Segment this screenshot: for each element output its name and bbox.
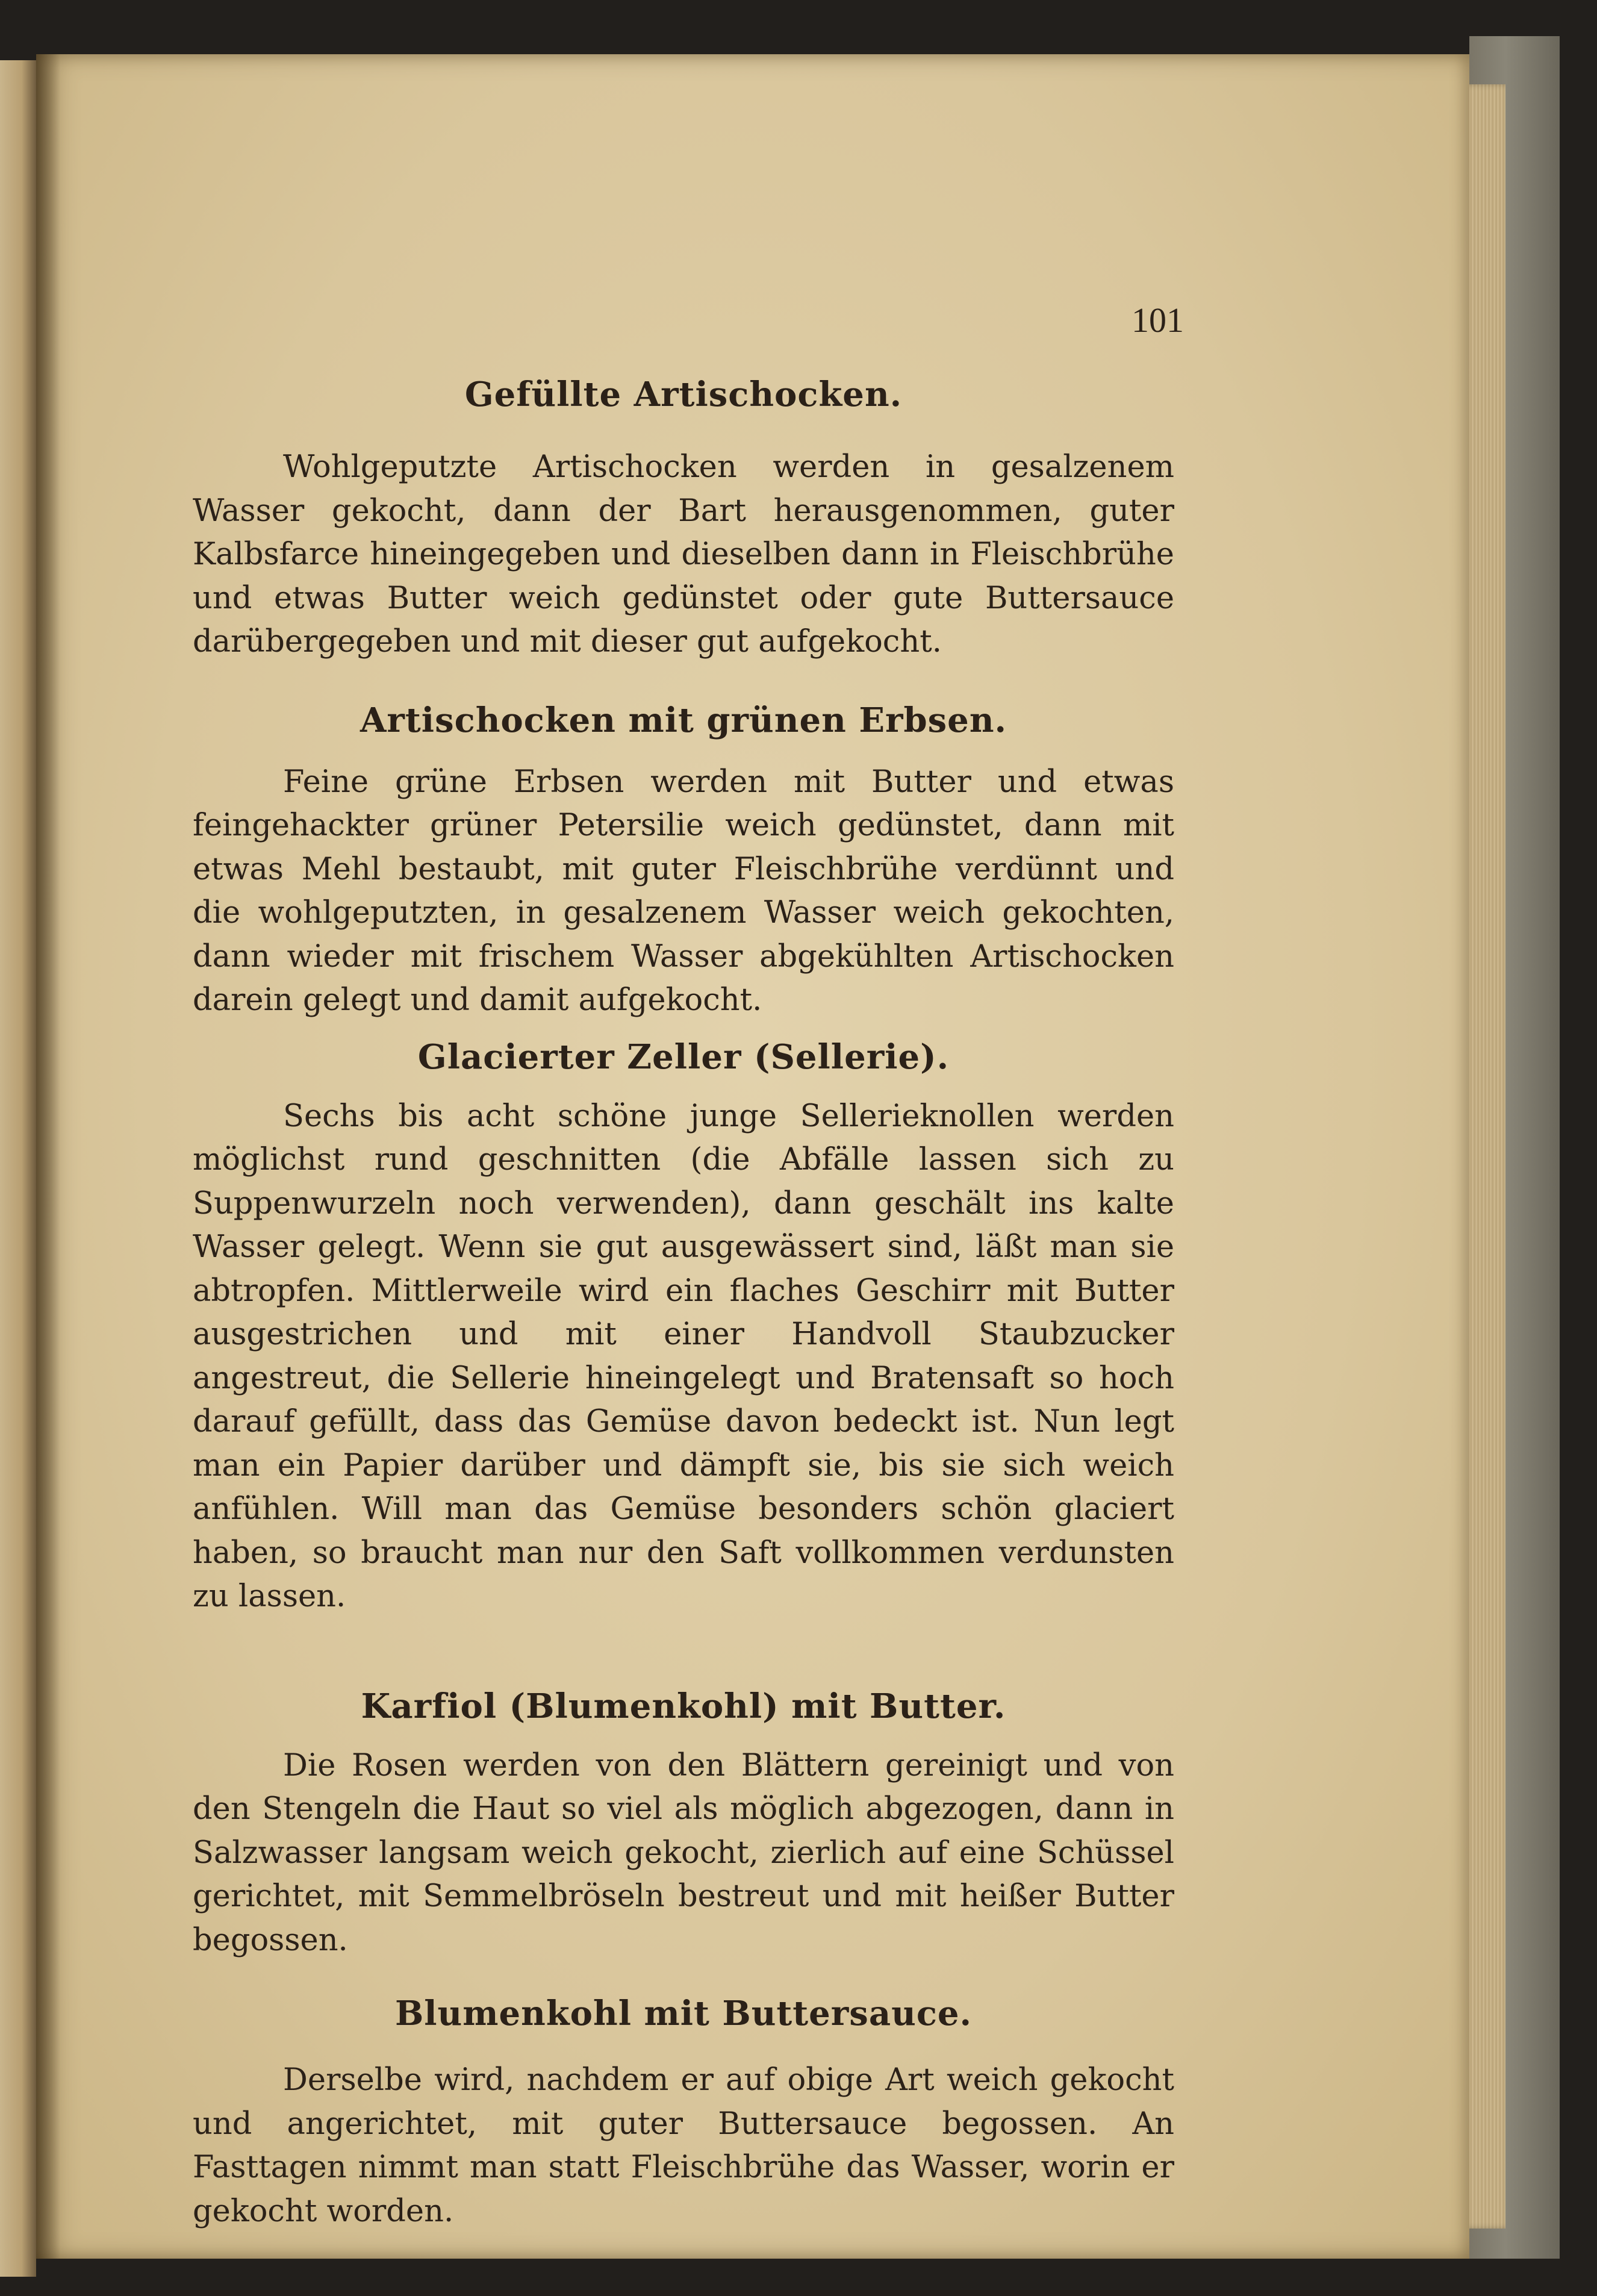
previous-page-edge <box>0 60 36 2277</box>
recipe-heading: Gefüllte Artischocken. <box>464 375 903 414</box>
recipe-heading: Karfiol (Blumenkohl) mit Butter. <box>361 1686 1006 1726</box>
recipe-text: Wohlgeputzte Artischocken werden in gesalzenem Wasser gekocht, dann der Bart herausgenommen, guter Kalbsfarce hineingegeben und dieselben dann in Fleischbrühe und etwas Butter weich gedünstet oder gute Buttersauce darübergegeben und mit dieser gut aufgekocht. <box>193 449 1174 660</box>
recipe-text: Derselbe wird, nachdem er auf obige Art weich gekocht und angerichtet, mit guter Buttersauce begossen. An Fasttagen nimmt man statt Fleischbrühe das Wasser, worin er gekocht worden. <box>193 2062 1174 2229</box>
page-gutter-shadow <box>36 54 60 2259</box>
recipe-text: Die Rosen werden von den Blättern gereinigt und von den Stengeln die Haut so viel als möglich abgezogen, dann in Salzwasser langsam weich gekocht, zierlich auf eine Schüssel gerichtet, mit Semmelbröseln bestreut und mit heißer Butter begossen. <box>193 1747 1174 1958</box>
page-body <box>193 289 1174 2233</box>
recipe-heading: Glacierter Zeller (Sellerie). <box>417 1037 950 1077</box>
recipe-heading: Artischocken mit grünen Erbsen. <box>360 700 1007 740</box>
recipe-text: Feine grüne Erbsen werden mit Butter und etwas feingehackter grüner Petersilie weich gedünstet, dann mit etwas Mehl bestaubt, mit guter Fleischbrühe verdünnt und die wohlgeputzten, in gesalzenem Wasser weich gekochten, dann wieder mit frischem Wasser abgekühlten Artischocken darein gelegt und damit aufgekocht. <box>193 764 1174 1018</box>
recipe-heading: Blumenkohl mit Buttersauce. <box>394 1994 973 2033</box>
page-number: 101 <box>1132 301 1184 340</box>
recipe-text: Sechs bis acht schöne junge Sellerieknollen werden möglichst rund geschnitten (die Abfälle lassen sich zu Suppenwurzeln noch verwenden), dann geschält ins kalte Wasser gelegt. Wenn sie gut ausgewässert sind, läßt man sie abtropfen. Mittlerweile wird ein flaches Geschirr mit Butter ausgestrichen und mit einer Handvoll Staubzucker angestreut, die Sellerie hineingelegt und Bratensaft so hoch darauf gefüllt, dass das Gemüse davon bedeckt ist. Nun legt man ein Papier darüber und dämpft sie, bis sie sich weich anfühlen. Will man das Gemüse besonders schön glaciert haben, so braucht man nur den Saft vollkommen verdunsten zu lassen. <box>193 1098 1174 1614</box>
